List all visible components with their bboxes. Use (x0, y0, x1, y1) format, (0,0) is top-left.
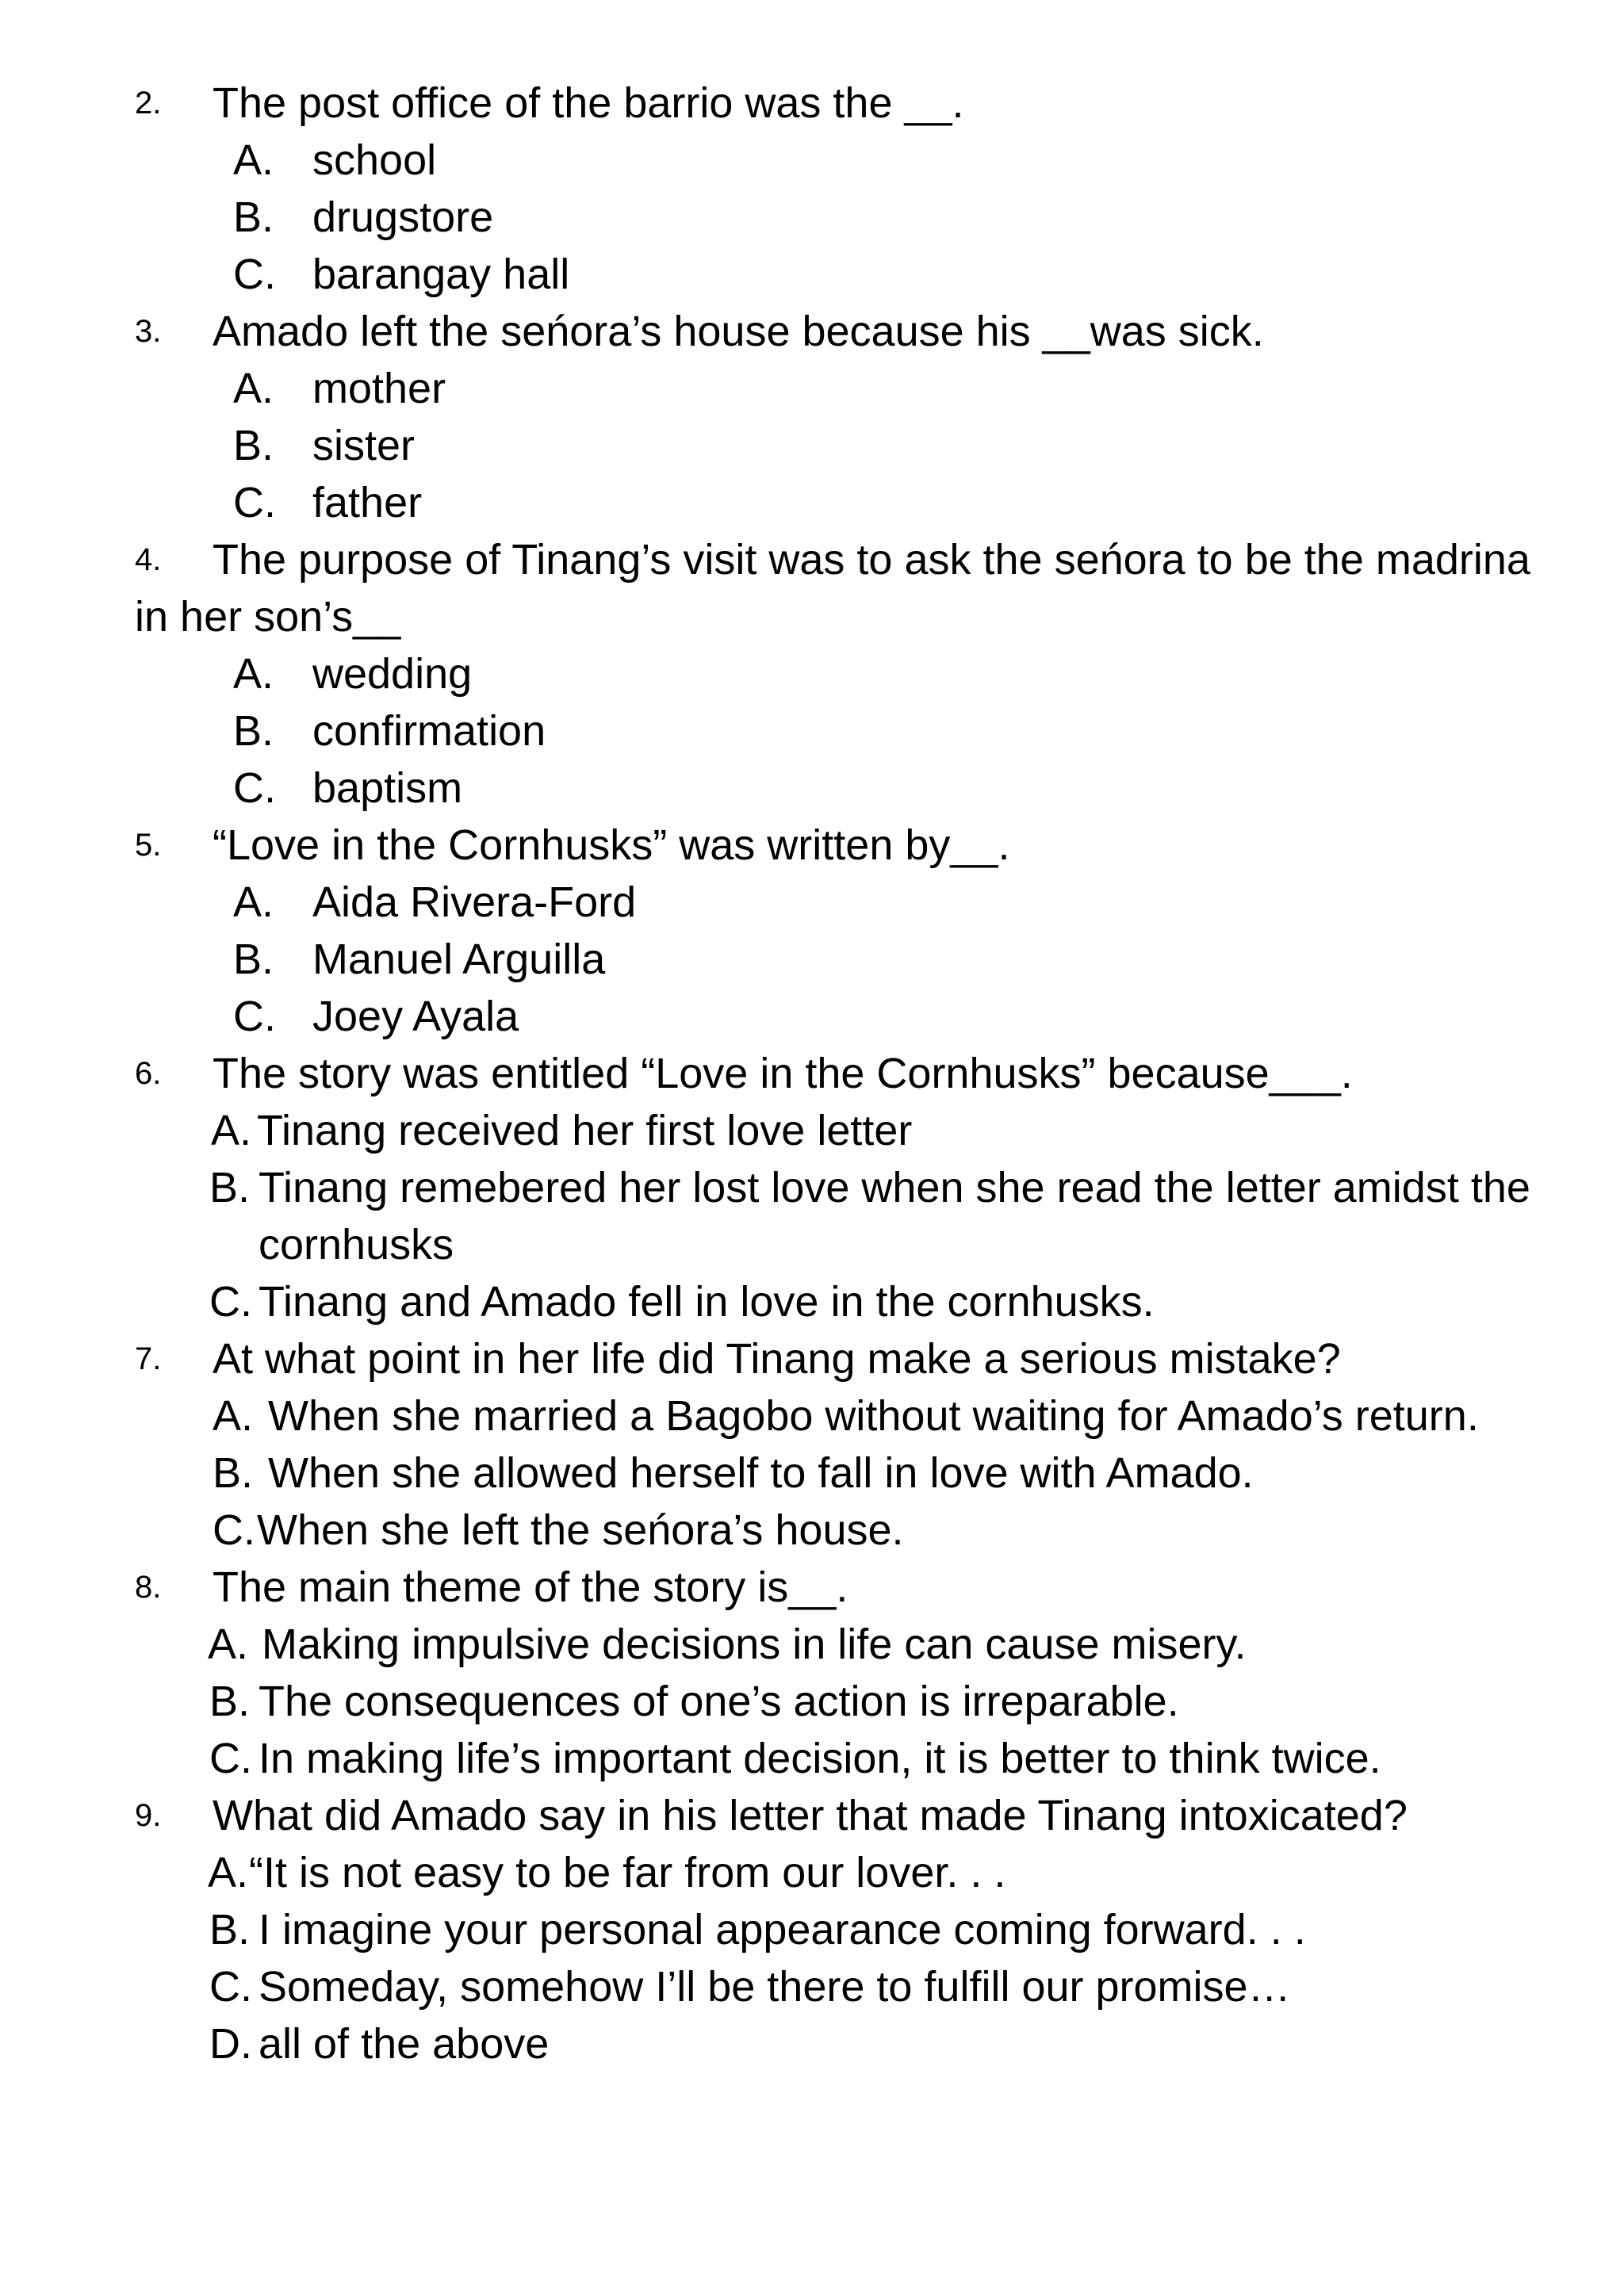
option-letter: A. (208, 1621, 249, 1668)
option-letter: C. (209, 1735, 252, 1782)
option-letter: B. (233, 193, 274, 241)
option-text: When she left the seńora’s house. (257, 1506, 904, 1554)
question-number: 5. (135, 828, 162, 863)
question-number: 7. (135, 1341, 162, 1376)
option-text: Making impulsive decisions in life can cause misery. (262, 1621, 1247, 1668)
option-text: baptism (312, 764, 463, 812)
question-text: “Love in the Cornhusks” was written by__. (213, 821, 1010, 869)
question-number: 3. (135, 314, 162, 349)
question-number: 8. (135, 1570, 162, 1605)
question-number: 9. (135, 1798, 162, 1833)
option-text: Tinang and Amado fell in love in the cornhusks. (259, 1278, 1155, 1326)
option-letter: A. (233, 878, 274, 926)
option-letter: A. (211, 1107, 252, 1154)
option-text: The consequences of one’s action is irreparable. (259, 1678, 1179, 1725)
option-letter: B. (209, 1906, 251, 1954)
option-text: In making life’s important decision, it is better to think twice. (259, 1735, 1381, 1782)
option-letter: C. (233, 251, 276, 298)
question-number: 6. (135, 1056, 162, 1091)
option-letter: A. (233, 650, 274, 698)
option-text: wedding (312, 650, 473, 698)
option-text: When she married a Bagobo without waiting for Amado’s return. (268, 1392, 1479, 1440)
question-text: What did Amado say in his letter that made Tinang intoxicated? (213, 1792, 1408, 1839)
question-text: The main theme of the story is__. (213, 1563, 848, 1611)
option-letter: A. (233, 136, 274, 184)
option-letter: C. (213, 1506, 255, 1554)
option-text: drugstore (312, 193, 494, 241)
question-text: At what point in her life did Tinang make a serious mistake? (213, 1335, 1341, 1383)
option-text: Aida Rivera-Ford (312, 878, 637, 926)
option-text: father (312, 479, 423, 526)
option-text: mother (312, 365, 446, 412)
option-text: all of the above (259, 2020, 550, 2068)
option-text: Tinang received her first love letter (257, 1107, 913, 1154)
question-number: 4. (135, 542, 162, 577)
option-letter: C. (233, 993, 276, 1040)
option-text: I imagine your personal appearance coming forward. . . (259, 1906, 1306, 1954)
option-text: school (312, 136, 437, 184)
option-letter: A. (208, 1849, 249, 1896)
question-text: The post office of the barrio was the __. (213, 79, 964, 127)
option-text-continued: cornhusks (259, 1221, 454, 1269)
option-text: Joey Ayala (312, 993, 519, 1040)
option-letter: B. (209, 1164, 251, 1211)
option-letter: C. (209, 1278, 252, 1326)
question-text: Amado left the seńora’s house because his __was sick. (213, 308, 1264, 355)
option-letter: A. (233, 365, 274, 412)
option-letter: B. (233, 936, 274, 983)
option-text: barangay hall (312, 251, 570, 298)
option-text: Someday, somehow I’ll be there to fulfill our promise… (259, 1963, 1291, 2011)
option-text: confirmation (312, 707, 546, 755)
option-text: Tinang remebered her lost love when she read the letter amidst the (259, 1164, 1530, 1211)
option-letter: D. (209, 2020, 252, 2068)
option-letter: C. (233, 479, 276, 526)
question-number: 2. (135, 86, 162, 121)
question-text-continued: in her son’s__ (135, 593, 401, 641)
option-letter: B. (213, 1449, 254, 1497)
option-letter: C. (209, 1963, 252, 2011)
question-text: The story was entitled “Love in the Cornhusks” because___. (213, 1050, 1353, 1097)
option-text: Manuel Arguilla (312, 936, 606, 983)
option-letter: B. (233, 707, 274, 755)
option-letter: B. (209, 1678, 251, 1725)
option-letter: C. (233, 764, 276, 812)
option-text: “It is not easy to be far from our lover. . . (249, 1849, 1006, 1896)
option-letter: B. (233, 422, 274, 469)
option-letter: A. (213, 1392, 254, 1440)
option-text: When she allowed herself to fall in love with Amado. (268, 1449, 1254, 1497)
question-text: The purpose of Tinang’s visit was to ask the seńora to be the madrina (213, 536, 1530, 584)
option-text: sister (312, 422, 416, 469)
